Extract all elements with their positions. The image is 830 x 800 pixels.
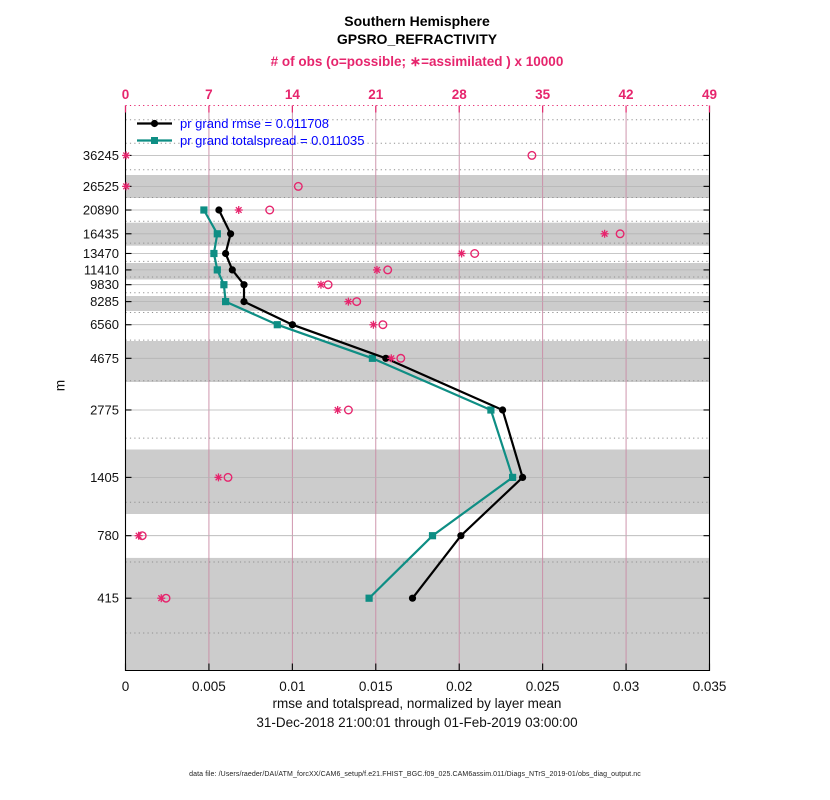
svg-text:14: 14 bbox=[284, 87, 300, 102]
svg-text:35: 35 bbox=[535, 87, 551, 102]
svg-text:26525: 26525 bbox=[82, 178, 119, 194]
top-axis-label: # of obs (o=possible; ∗=assimilated ) x 10000 bbox=[270, 54, 564, 69]
page-subtitle: GPSRO_REFRACTIVITY bbox=[336, 31, 498, 47]
datafile-caption: data file: /Users/raeder/DAI/ATM_forcXX/CAM6_setup/f.e21.FHIST_BGC.f09_025.CAM6assim.011/Diags_NTrS_2019-01/obs_diag_output.nc bbox=[189, 771, 641, 778]
svg-text:49: 49 bbox=[701, 87, 718, 102]
svg-text:2775: 2775 bbox=[90, 402, 119, 418]
legend-label-rmse: pr grand rmse = 0.011708 bbox=[180, 116, 329, 131]
totalspread-line-sample-icon bbox=[136, 134, 173, 147]
svg-text:0.005: 0.005 bbox=[192, 679, 226, 694]
svg-text:11410: 11410 bbox=[83, 262, 119, 278]
assimilated-marker bbox=[387, 354, 395, 362]
svg-text:8285: 8285 bbox=[90, 294, 119, 310]
svg-text:0: 0 bbox=[121, 679, 130, 694]
legend bbox=[136, 115, 364, 149]
svg-text:28: 28 bbox=[451, 87, 467, 102]
svg-text:780: 780 bbox=[97, 528, 119, 544]
svg-text:0.03: 0.03 bbox=[612, 679, 640, 694]
svg-text:0.01: 0.01 bbox=[279, 679, 306, 694]
gray-bands bbox=[126, 175, 710, 671]
svg-text:0: 0 bbox=[121, 87, 130, 102]
svg-text:4675: 4675 bbox=[90, 350, 119, 366]
svg-text:1405: 1405 bbox=[90, 469, 119, 485]
assimilated-marker bbox=[373, 266, 381, 274]
y-axis-label: m bbox=[52, 379, 68, 392]
svg-text:42: 42 bbox=[618, 87, 634, 102]
assimilated-marker bbox=[317, 281, 325, 289]
svg-text:20890: 20890 bbox=[82, 202, 119, 218]
svg-text:16435: 16435 bbox=[82, 226, 119, 242]
assimilated-marker bbox=[122, 182, 130, 190]
svg-text:0.035: 0.035 bbox=[692, 679, 727, 694]
svg-text:0.015: 0.015 bbox=[358, 679, 393, 694]
assimilated-marker bbox=[369, 321, 377, 329]
svg-text:415: 415 bbox=[97, 590, 119, 606]
svg-text:0.025: 0.025 bbox=[525, 679, 560, 694]
assimilated-marker bbox=[458, 249, 466, 257]
assimilated-marker bbox=[157, 594, 165, 602]
svg-text:6560: 6560 bbox=[90, 317, 119, 333]
assimilated-marker bbox=[235, 206, 243, 214]
svg-text:7: 7 bbox=[205, 87, 213, 102]
assimilated-marker bbox=[214, 473, 222, 481]
top-axis-tick-labels bbox=[122, 87, 717, 102]
rmse-line-sample-icon bbox=[136, 117, 173, 130]
svg-text:36245: 36245 bbox=[82, 147, 119, 163]
y-axis-tick-labels bbox=[83, 148, 119, 606]
page-title: Southern Hemisphere bbox=[344, 13, 490, 29]
legend-item-totalspread bbox=[136, 132, 364, 149]
legend-label-totalspread: pr grand totalspread = 0.011035 bbox=[180, 133, 365, 148]
legend-item-rmse bbox=[136, 115, 364, 132]
assimilated-marker bbox=[122, 151, 130, 159]
x-axis-date-range: 31-Dec-2018 21:00:01 through 01-Feb-2019 03:00:00 bbox=[256, 715, 578, 730]
assimilated-marker bbox=[334, 406, 342, 414]
svg-text:21: 21 bbox=[368, 87, 384, 102]
assimilated-marker bbox=[135, 532, 143, 540]
x-axis-tick-labels bbox=[122, 679, 727, 694]
assimilated-marker bbox=[601, 230, 609, 238]
svg-text:0.02: 0.02 bbox=[446, 679, 473, 694]
svg-text:9830: 9830 bbox=[90, 277, 119, 293]
x-axis-label: rmse and totalspread, normalized by layer mean bbox=[272, 696, 562, 711]
svg-text:13470: 13470 bbox=[82, 246, 119, 261]
assimilated-marker bbox=[344, 298, 352, 306]
